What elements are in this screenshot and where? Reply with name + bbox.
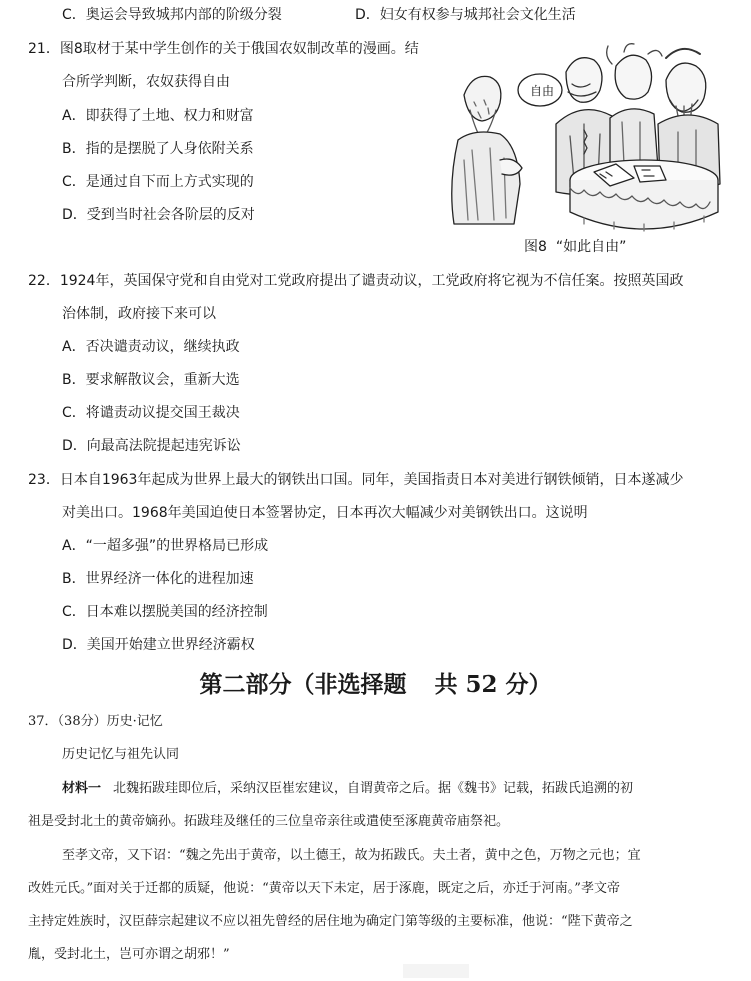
q21-stem-line1: 21．图8取材于某中学生创作的关于俄国农奴制改革的漫画。结 [28, 41, 419, 57]
figure-8-caption [524, 238, 626, 256]
material-label: 材料一 [62, 781, 102, 796]
q21-stem-line2: 合所学判断，农奴获得自由 [62, 74, 230, 90]
q22-option-d: D．向最高法院提起违宪诉讼 [62, 438, 241, 454]
part2-heading [0, 670, 751, 700]
q23-stem-line1: 23．日本自1963年起成为世界上最大的钢铁出口国。同年，美国指责日本对美进行钢铁倾销，日本遂减少 [28, 472, 684, 488]
q23-option-d: D．美国开始建立世界经济霸权 [62, 637, 255, 653]
q37-material1-line1 [62, 780, 633, 798]
figure-label: 图8 [524, 239, 547, 255]
cartoon-illustration [444, 40, 726, 236]
cartoon-bubble-text: 自由 [530, 84, 555, 98]
q21-option-b: B．指的是摆脱了人身依附关系 [62, 141, 254, 157]
option-d-prev: D．妇女有权参与城邦社会文化生活 [355, 7, 576, 23]
q37-para2-line1: 至孝文帝，又下诏：“魏之先出于黄帝，以土德王，故为拓跋氏。夫土者，黄中之色，万物之元也；宜 [62, 848, 641, 863]
q37-para2-line3: 主持定姓族时，汉臣薛宗起建议不应以祖先曾经的居住地为确定门第等级的主要标准，他说：“陛下黄帝之 [28, 914, 633, 929]
q23-option-a: A．“一超多强”的世界格局已形成 [62, 538, 269, 554]
option-c-prev: C．奥运会导致城邦内部的阶级分裂 [62, 7, 282, 23]
q37-subtitle: 历史记忆与祖先认同 [62, 747, 180, 762]
q21-option-a: A．即获得了土地、权力和财富 [62, 108, 254, 124]
part2-score: 共 52 分） [434, 671, 552, 698]
q22-stem-line2: 治体制，政府接下来可以 [62, 306, 216, 322]
q37-material1-line2: 祖是受封北土的黄帝嫡孙。拓跋珪及继任的三位皇帝亲往或遣使至涿鹿黄帝庙祭祀。 [28, 814, 510, 829]
q37-para2-line4: 胤，受封北土，岂可亦谓之胡邪！” [28, 947, 230, 962]
q21-option-d: D．受到当时社会各阶层的反对 [62, 207, 255, 223]
figure-title: “如此自由” [555, 239, 627, 255]
q37-header: 37．（38分）历史·记忆 [28, 714, 163, 729]
q22-option-a: A．否决谴责动议，继续执政 [62, 339, 240, 355]
q22-stem-line1: 22．1924年，英国保守党和自由党对工党政府提出了谴责动议，工党政府将它视为不信任案。按照英国政 [28, 273, 684, 289]
material1-text: 北魏拓跋珪即位后，采纳汉臣崔宏建议，自谓黄帝之后。据《魏书》记载，拓跋氏追溯的初 [113, 781, 634, 796]
q22-option-b: B．要求解散议会，重新大选 [62, 372, 240, 388]
page-smudge [403, 964, 469, 978]
q22-option-c: C．将谴责动议提交国王裁决 [62, 405, 240, 421]
q23-option-b: B．世界经济一体化的进程加速 [62, 571, 254, 587]
q23-stem-line2: 对美出口。1968年美国迫使日本签署协定，日本再次大幅减少对美钢铁出口。这说明 [62, 505, 588, 521]
part2-name: 第二部分（非选择题 [199, 671, 407, 698]
q37-para2-line2: 改姓元氏。”面对关于迁都的质疑，他说：“黄帝以天下未定，居于涿鹿，既定之后，亦迁于河南。”孝文帝 [28, 881, 620, 896]
q21-option-c: C．是通过自下而上方式实现的 [62, 174, 254, 190]
q23-option-c: C．日本难以摆脱美国的经济控制 [62, 604, 268, 620]
